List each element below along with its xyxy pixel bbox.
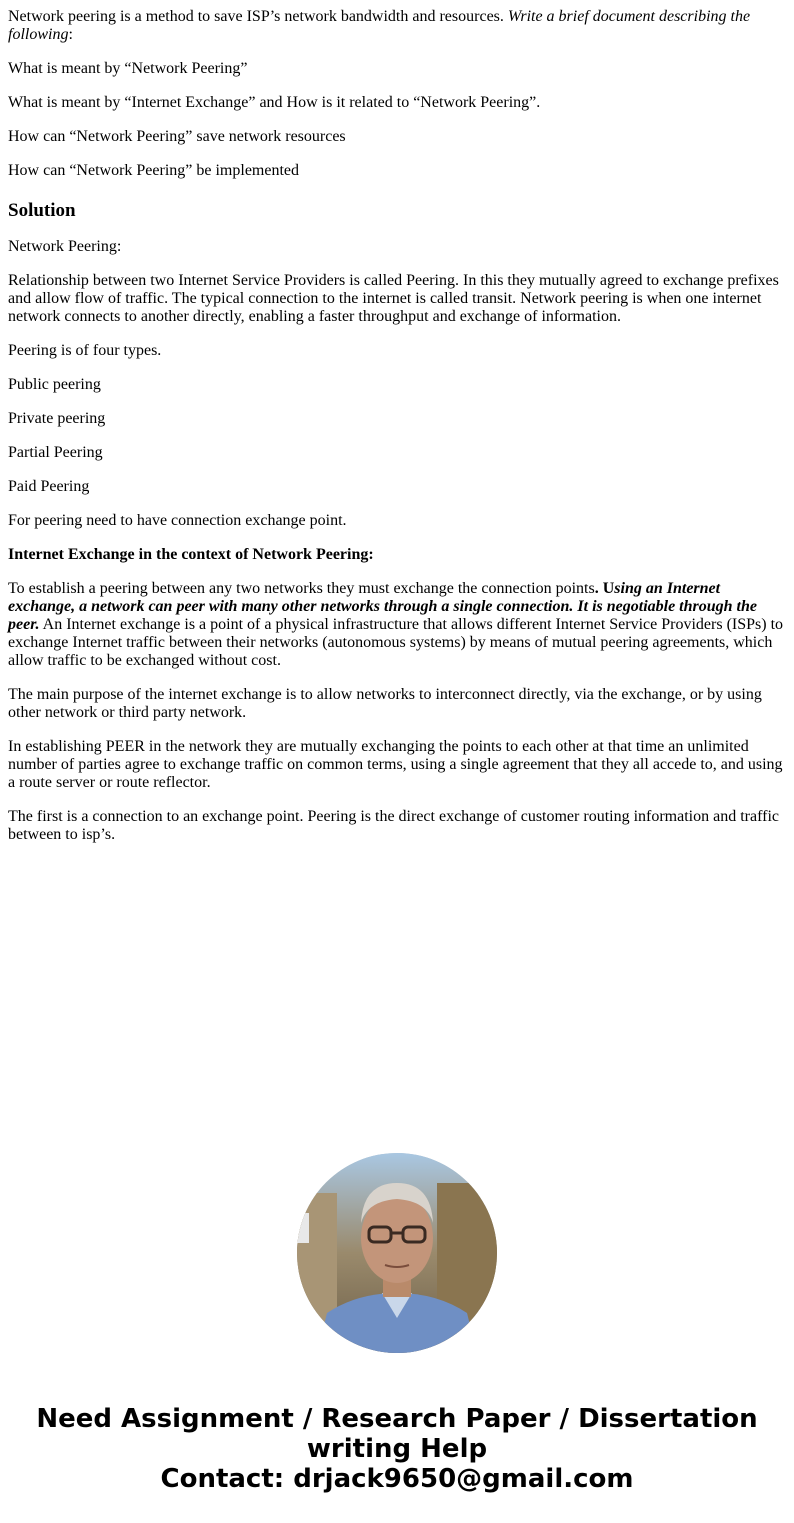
peer-paragraph: In establishing PEER in the network they are mutually exchanging the points to each other at that time an unlimited number of parties agree to exchange traffic on common terms, using a single agreement that they all accede to, and using a route server or route reflector.	[8, 738, 783, 791]
document-body	[8, 8, 786, 860]
footer-contact	[0, 1404, 794, 1494]
footer-line-help: Need Assignment / Research Paper / Dissertation writing Help	[36, 1404, 758, 1464]
network-peering-paragraph: Relationship between two Internet Service Providers is called Peering. In this they mutually agreed to exchange prefixes and allow flow of traffic. The typical connection to the internet is called transit. Network peering is when one internet network connects to another directly, enabling a faster throughput and exchange of information.	[8, 272, 779, 325]
question-intro-italic: Write a brief document describing the following	[8, 8, 751, 43]
question-item: What is meant by “Network Peering”	[8, 60, 248, 77]
section-label-network-peering: Network Peering:	[8, 238, 122, 255]
question-intro-colon: :	[68, 26, 73, 43]
ix-para-part1: To establish a peering between any two networks they must exchange the connection points	[8, 580, 595, 597]
peering-types-intro: Peering is of four types.	[8, 342, 162, 359]
peering-type-item: Partial Peering	[8, 444, 103, 461]
final-paragraph: The first is a connection to an exchange point. Peering is the direct exchange of customer routing information and traffic between to isp’s.	[8, 808, 780, 843]
internet-exchange-heading	[8, 546, 786, 564]
question-intro-text: Network peering is a method to save ISP’s network bandwidth and resources.	[8, 8, 504, 25]
internet-exchange-heading-text: Internet Exchange in the context of Network Peering:	[8, 546, 374, 563]
question-intro	[8, 8, 786, 44]
internet-exchange-paragraph	[8, 580, 786, 670]
purpose-paragraph: The main purpose of the internet exchange is to allow networks to interconnect directly, via the exchange, or by using other network or third party network.	[8, 686, 762, 721]
question-item: What is meant by “Internet Exchange” and How is it related to “Network Peering”.	[8, 94, 541, 111]
author-avatar	[297, 1153, 497, 1353]
ix-para-part3: sing an Internet exchange, a network can peer with many other networks through a single connection. It is negotiable through the peer.	[8, 580, 757, 633]
peering-type-item: Private peering	[8, 410, 106, 427]
question-item: How can “Network Peering” save network resources	[8, 128, 346, 145]
question-item: How can “Network Peering” be implemented	[8, 162, 300, 179]
footer-line-contact: Contact: drjack9650@gmail.com	[160, 1464, 634, 1494]
ix-para-part4: An Internet exchange is a point of a physical infrastructure that allows different Internet Service Providers (ISPs) to exchange Internet traffic between their networks (autonomous systems) by means of mutual peering agreements, which allow traffic to be exchanged without cost.	[8, 616, 784, 669]
solution-heading: Solution	[8, 200, 76, 221]
author-photo-illustration	[297, 1153, 497, 1353]
peering-type-item: Paid Peering	[8, 478, 90, 495]
peering-type-item: Public peering	[8, 376, 101, 393]
ix-para-part2: . U	[594, 580, 615, 597]
exchange-point-note: For peering need to have connection exchange point.	[8, 512, 347, 529]
